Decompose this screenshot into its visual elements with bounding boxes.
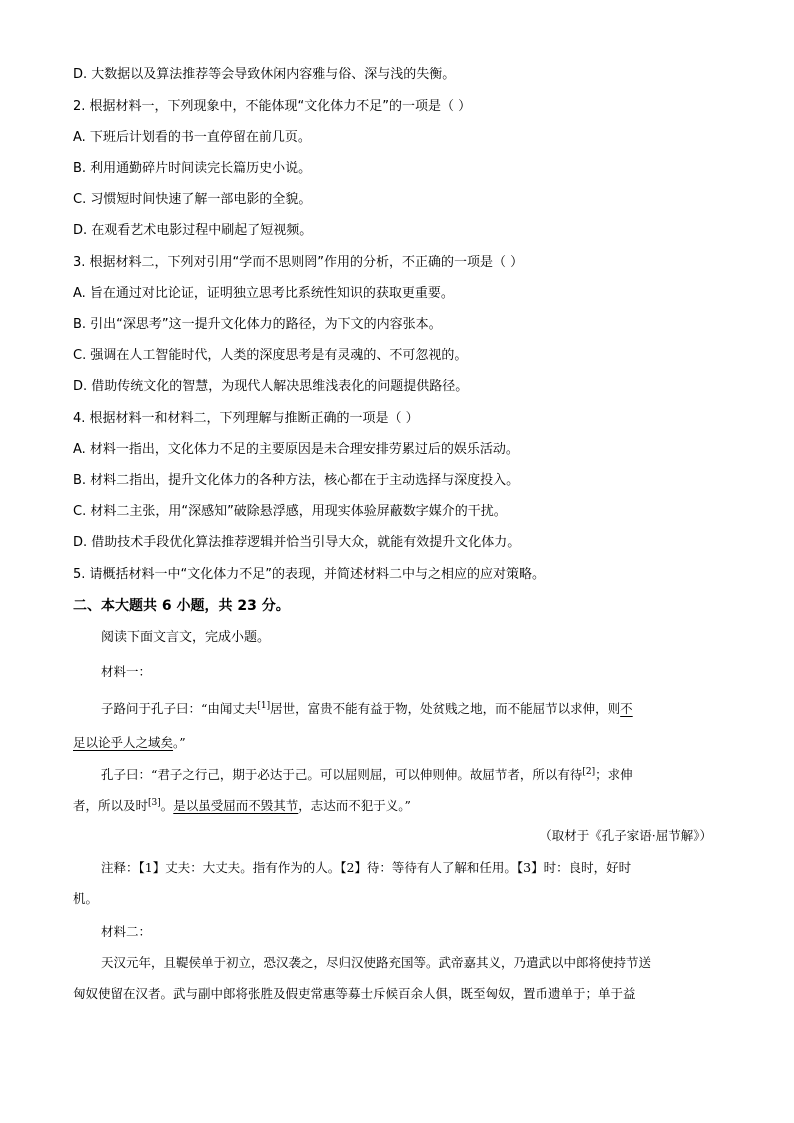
q4-option-c: C. 材料二主张，用“深感知”破除悬浮感，用现实体验屏蔽数字媒介的干扰。 [73,504,507,519]
material-1-notes-line-1: 注释：【1】丈夫：大丈夫。指有作为的人。【2】待：等待有人了解和任用。【3】时：良时，好时 [101,860,632,875]
material-1-paragraph-1-line-2: 足以论乎人之域矣。” [73,735,186,750]
material-2-paragraph-line-1: 天汉元年，且鞮侯单于初立，恐汉袭之，尽归汉使路充国等。武帝嘉其义，乃遣武以中郎将使持节送 [101,955,652,970]
material-1-label: 材料一： [101,664,152,679]
q3-option-b: B. 引出“深思考”这一提升文化体力的路径，为下文的内容张本。 [73,317,442,332]
q1-option-d: D. 大数据以及算法推荐等会导致休闲内容雅与俗、深与浅的失衡。 [73,67,456,82]
footnote-marker-2: [2] [582,767,596,777]
material-1-paragraph-2-line-2: 者，所以及时[3]。是以虽受屈而不毁其节，志达而不犯于义。” [73,798,411,813]
section-2-intro: 阅读下面文言文，完成小题。 [101,630,271,645]
material-1-paragraph-1-line-1: 子路问于孔子曰：“由闻丈夫[1]居世，富贵不能有益于物，处贫贱之地，而不能屈节以求伸，则不 [101,701,633,716]
footnote-marker-3: [3] [148,798,161,808]
footnote-marker-1: [1] [257,701,271,711]
q3-option-a: A. 旨在通过对比论证，证明独立思考比系统性知识的获取更重要。 [73,286,454,301]
q3-stem: 3. 根据材料二，下列对引用“学而不思则罔”作用的分析，不正确的一项是（ ） [73,255,524,270]
q2-option-b: B. 利用通勤碎片时间读完长篇历史小说。 [73,161,312,176]
q4-option-d: D. 借助技术手段优化算法推荐逻辑并恰当引导大众，就能有效提升文化体力。 [73,535,521,550]
q4-option-b: B. 材料二指出，提升文化体力的各种方法，核心都在于主动选择与深度投入。 [73,473,520,488]
q4-stem: 4. 根据材料一和材料二，下列理解与推断正确的一项是（ ） [73,411,419,426]
material-1-source: （取材于《孔子家语·屈节解》） [539,828,712,843]
material-2-paragraph-line-2: 匈奴使留在汉者。武与副中郎将张胜及假吏常惠等募士斥候百余人俱，既至匈奴，置币遗单于；单于益 [73,986,636,1001]
material-1-paragraph-2-line-1: 孔子曰：“君子之行己，期于必达于己。可以屈则屈，可以伸则伸。故屈节者，所以有待[2]；求伸 [101,767,633,782]
material-1-notes-line-2: 机。 [73,891,99,906]
underlined-sentence-2: 是以虽受屈而不毁其节 [173,798,299,813]
q2-option-c: C. 习惯短时间快速了解一部电影的全貌。 [73,192,312,207]
q2-option-d: D. 在观看艺术电影过程中刷起了短视频。 [73,223,313,238]
material-2-label: 材料二： [101,924,152,939]
section-2-title: 二、本大题共 6 小题，共 23 分。 [73,598,290,614]
underlined-sentence-cont: 足以论乎人之域矣 [73,735,174,750]
q2-option-a: A. 下班后计划看的书一直停留在前几页。 [73,130,311,145]
q5-stem: 5. 请概括材料一中“文化体力不足”的表现，并简述材料二中与之相应的应对策略。 [73,567,546,582]
q3-option-d: D. 借助传统文化的智慧，为现代人解决思维浅表化的问题提供路径。 [73,379,469,394]
q2-stem: 2. 根据材料一，下列现象中，不能体现“文化体力不足”的一项是（ ） [73,99,472,114]
q3-option-c: C. 强调在人工智能时代，人类的深度思考是有灵魂的、不可忽视的。 [73,348,468,363]
q4-option-a: A. 材料一指出，文化体力不足的主要原因是未合理安排劳累过后的娱乐活动。 [73,442,519,457]
underlined-sentence: 不 [620,701,633,716]
